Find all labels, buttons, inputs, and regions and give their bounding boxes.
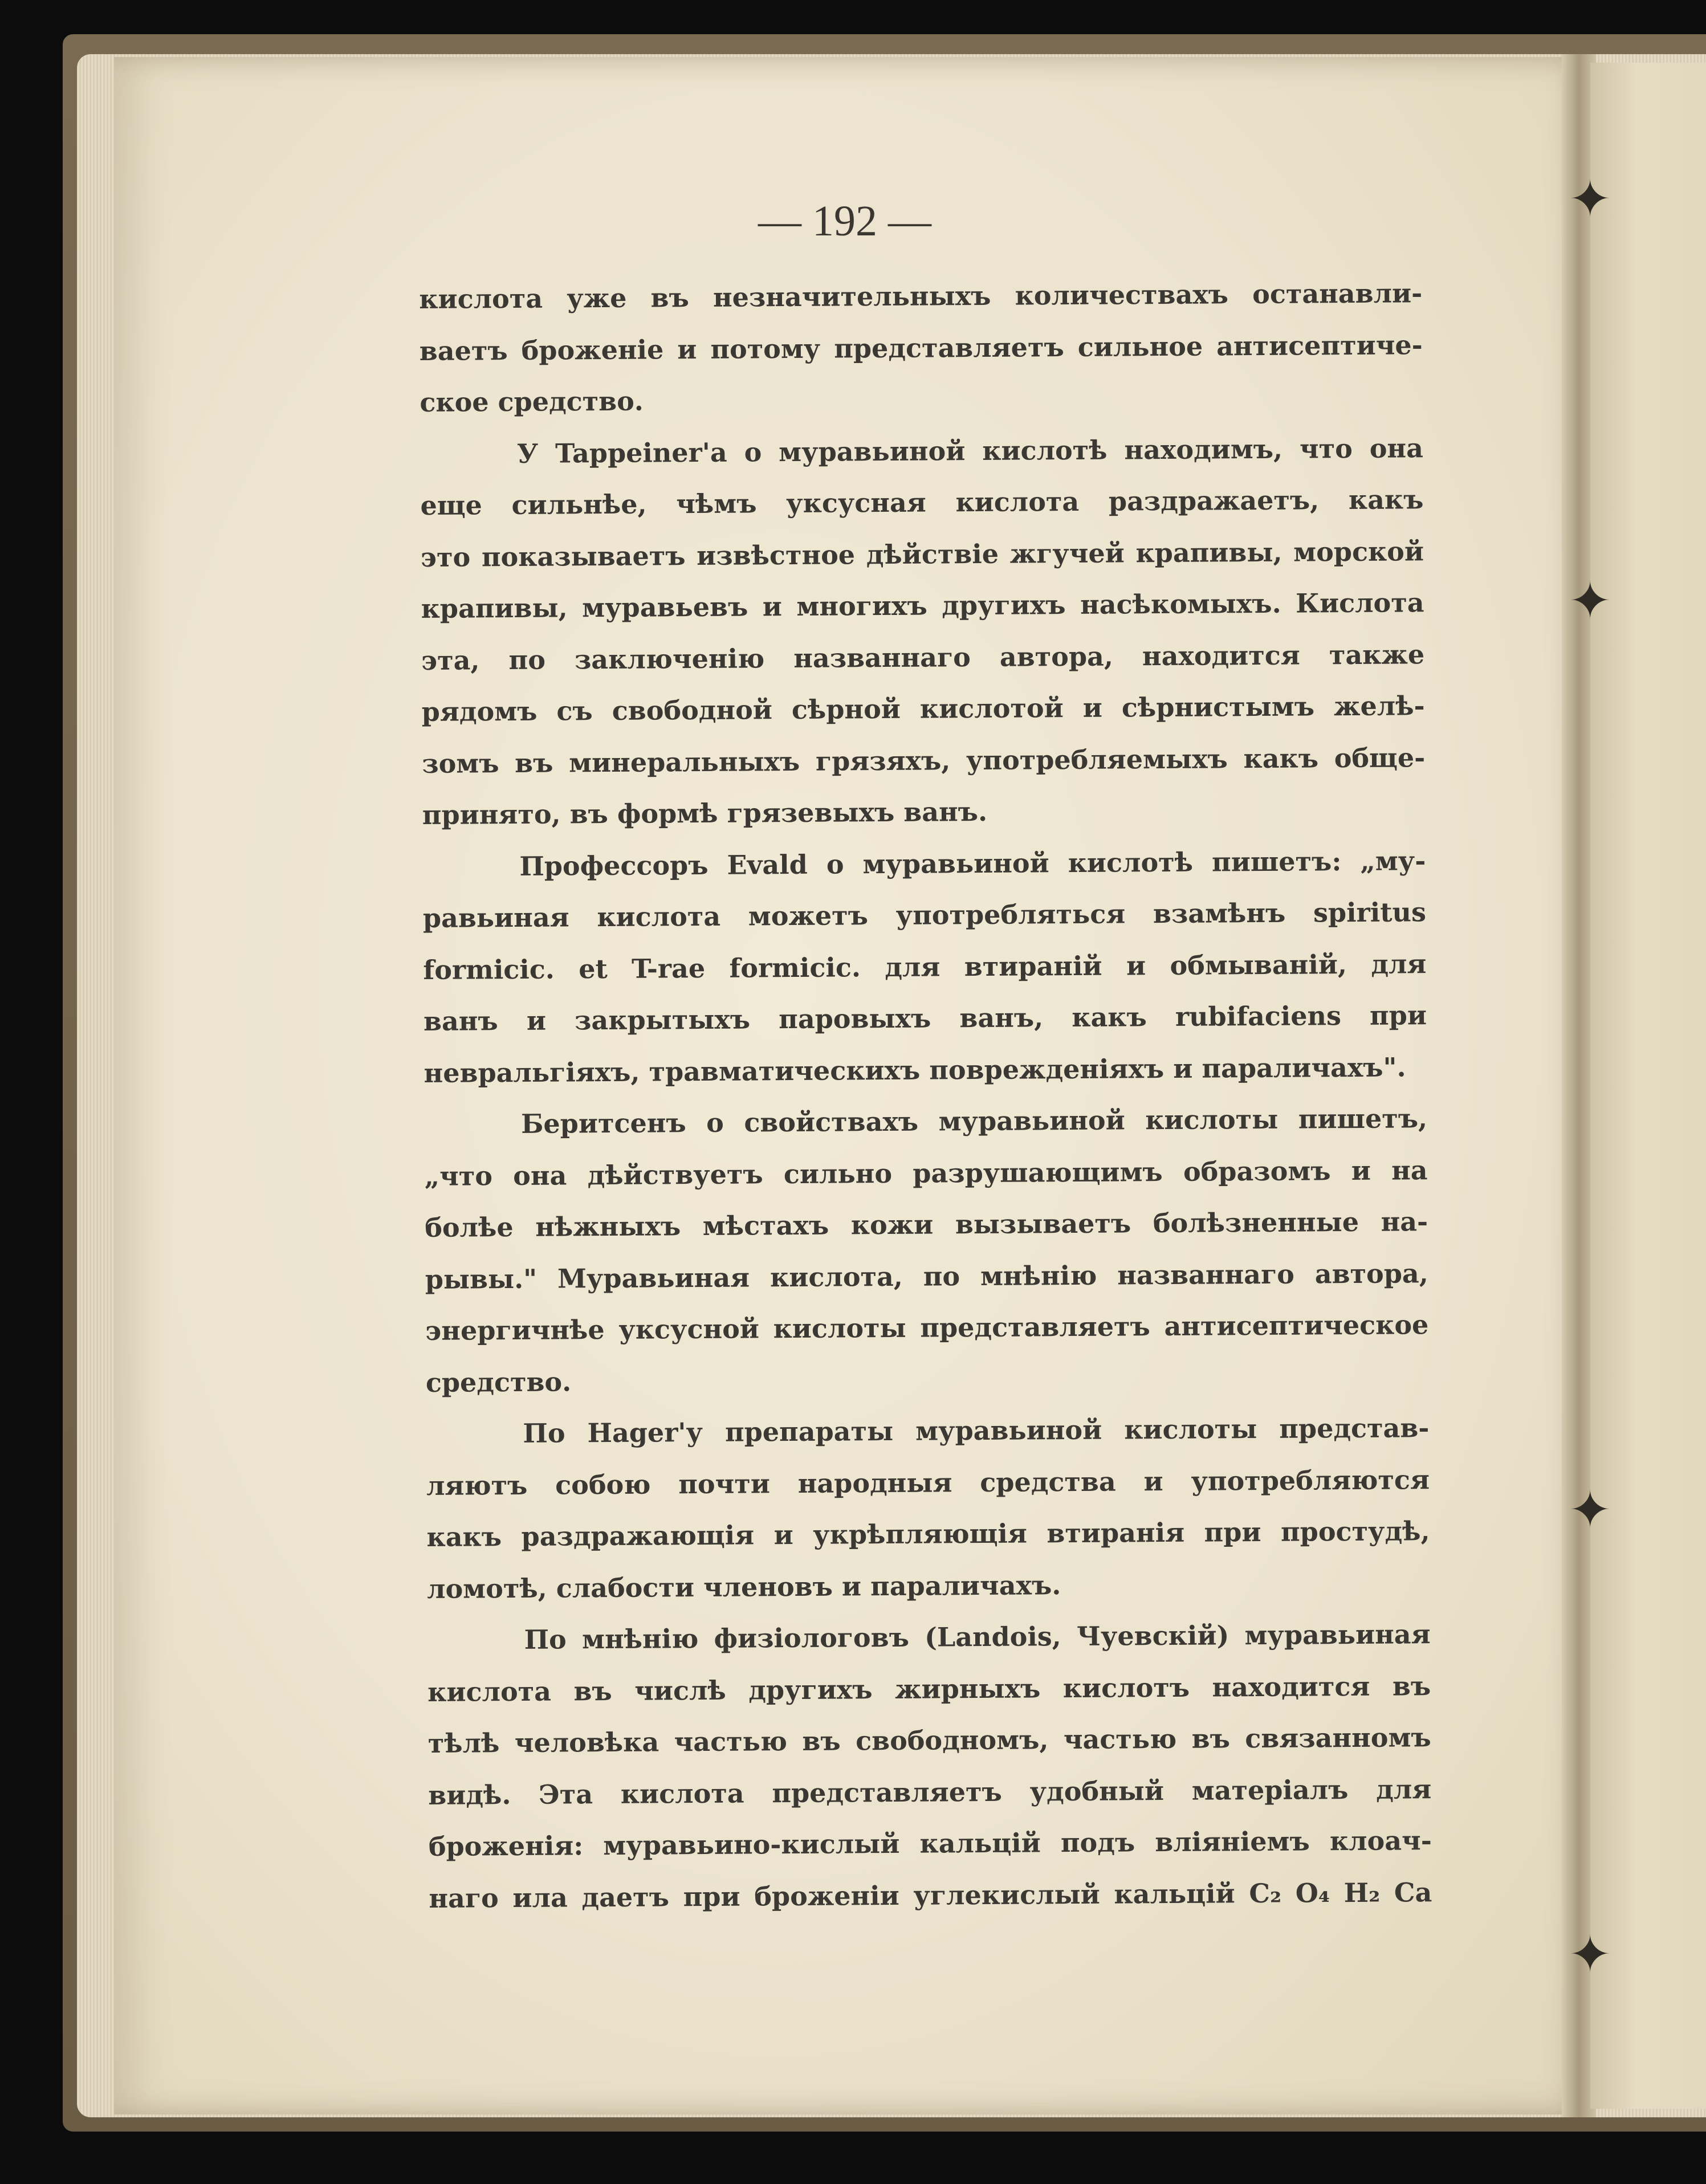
- text-line: тѣлѣ человѣка частью въ свободномъ, частью въ связанномъ: [427, 1722, 1431, 1759]
- text-line: ломотѣ, слабости членовъ и параличахъ.: [426, 1569, 1061, 1604]
- text-line: это показываетъ извѣстное дѣйствіе жгучей крапивы, морской: [420, 535, 1424, 573]
- text-line: равьиная кислота можетъ употребляться взамѣнъ spiritus: [422, 897, 1427, 934]
- text-line: ваетъ броженіе и потому представляетъ сильное антисептиче-: [419, 329, 1423, 366]
- text-line: еще сильнѣе, чѣмъ уксусная кислота раздражаетъ, какъ: [420, 484, 1424, 521]
- text-line: рывы." Муравьиная кислота, по мнѣнію названнаго автора,: [425, 1257, 1428, 1295]
- text-line: кислота въ числѣ другихъ жирныхъ кислотъ находится въ: [427, 1670, 1431, 1708]
- text-line: „что она дѣйствуетъ сильно разрушающимъ образомъ и на: [424, 1154, 1428, 1192]
- binding-thread-icon: ✦: [1569, 1925, 1612, 1985]
- text-line: По Hager'у препараты муравьиной кислоты представ-: [523, 1412, 1430, 1449]
- text-line: броженія: муравьино-кислый кальцій подъ вліяніемъ клоач-: [428, 1825, 1432, 1862]
- text-line: крапивы, муравьевъ и многихъ другихъ насѣкомыхъ. Кислота: [421, 587, 1424, 624]
- text-line: Беритсенъ о свойствахъ муравьиной кислоты пишетъ,: [520, 1103, 1428, 1139]
- text-line: ляютъ собою почти народныя средства и употребляются: [426, 1464, 1430, 1501]
- text-line: средство.: [425, 1366, 572, 1398]
- text-line: энергичнѣе уксусной кислоты представляетъ антисептическое: [425, 1309, 1429, 1346]
- text-line: ское средство.: [420, 385, 644, 418]
- text-line: У Tappeiner'а о муравьиной кислотѣ находимъ, что она: [516, 432, 1424, 469]
- page-number: — 192 —: [758, 197, 931, 245]
- binding-thread-icon: ✦: [1569, 1480, 1612, 1540]
- text-line: эта, по заключенію названнаго автора, находится также: [421, 638, 1425, 676]
- page-body-text: [419, 267, 1432, 1924]
- text-line: зомъ въ минеральныхъ грязяхъ, употребляемыхъ какъ обще-: [422, 741, 1426, 779]
- text-line: принято, въ формѣ грязевыхъ ванъ.: [422, 796, 988, 830]
- text-line: невральгіяхъ, травматическихъ поврежденіяхъ и параличахъ".: [424, 1051, 1406, 1089]
- text-line: болѣе нѣжныхъ мѣстахъ кожи вызываетъ болѣзненные на-: [425, 1206, 1428, 1243]
- text-line: какъ раздражающія и укрѣпляющія втиранія при простудѣ,: [426, 1515, 1430, 1553]
- text-line: кислота уже въ незначительныхъ количествахъ останавли-: [419, 278, 1423, 315]
- text-line: видѣ. Эта кислота представляетъ удобный матеріалъ для: [428, 1773, 1432, 1811]
- text-line: ванъ и закрытыхъ паровыхъ ванъ, какъ rubifaciens при: [423, 1000, 1427, 1037]
- text-line: По мнѣнію физіологовъ (Landois, Чуевскій) муравьиная: [524, 1619, 1431, 1655]
- binding-thread-icon: ✦: [1569, 169, 1612, 229]
- text-line: formicic. et T-rae formicic. для втираній и обмываній, для: [423, 948, 1427, 985]
- text-line: рядомъ съ свободной сѣрной кислотой и сѣрнистымъ желѣ-: [421, 690, 1425, 727]
- text-line: наго ила даетъ при броженіи углекислый кальцій C₂ O₄ H₂ Ca: [429, 1876, 1432, 1914]
- binding-thread-icon: ✦: [1569, 571, 1612, 631]
- text-line: Профессоръ Evald о муравьиной кислотѣ пишетъ: „му-: [519, 845, 1426, 882]
- facing-page-edge: [1590, 63, 1706, 2109]
